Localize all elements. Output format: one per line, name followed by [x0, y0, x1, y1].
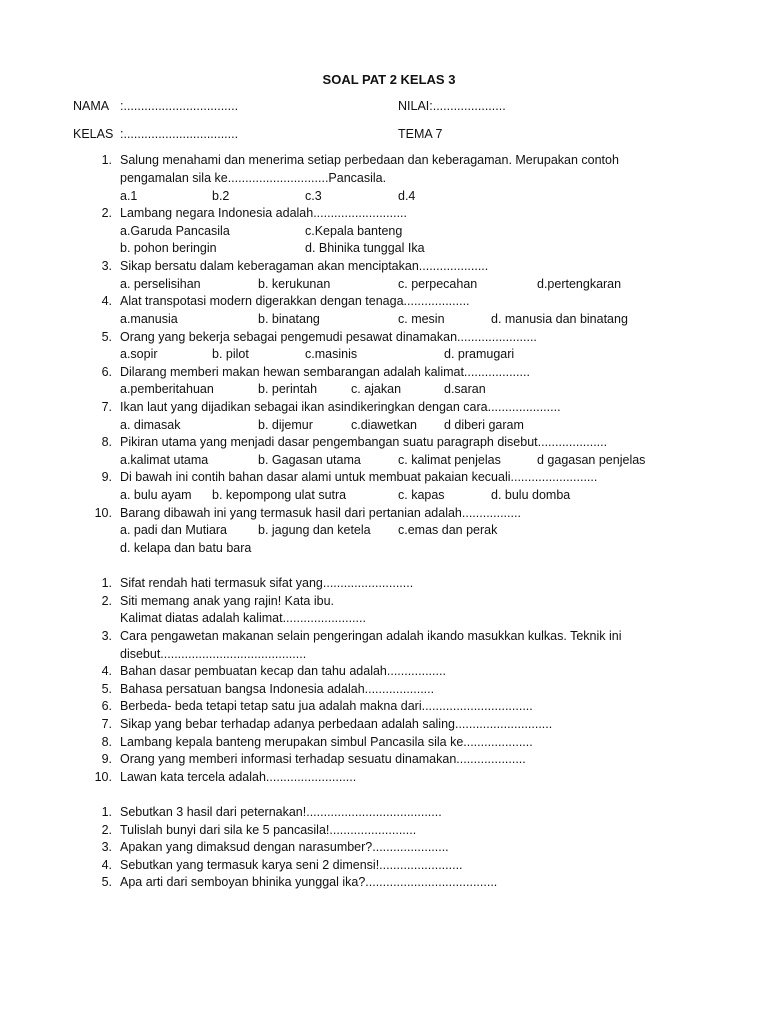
option-a: a.1 [120, 189, 138, 203]
question-item [0, 575, 768, 593]
option-row [0, 381, 768, 399]
question-item [0, 751, 768, 769]
question-number: 7. [101, 717, 112, 731]
question-text-continued [0, 170, 768, 188]
option-d: d.pertengkaran [537, 277, 622, 291]
option-row [0, 487, 768, 505]
option-d: d gagasan penjelas [537, 453, 646, 467]
option-b: b.2 [212, 189, 230, 203]
question-text: Lambang kepala banteng merupakan simbul Pancasila sila ke.................... [120, 735, 533, 749]
question-item [0, 205, 768, 223]
question-number: 6. [101, 365, 112, 379]
question-number: 2. [101, 206, 112, 220]
question-text-line2: Kalimat diatas adalah kalimat........................ [120, 611, 366, 625]
question-number: 1. [101, 805, 112, 819]
question-number: 10. [94, 770, 112, 784]
option-row [0, 346, 768, 364]
question-text: Lambang negara Indonesia adalah........................... [120, 206, 407, 220]
option-a: a.sopir [120, 347, 158, 361]
option-b: b. dijemur [258, 418, 313, 432]
question-item [0, 293, 768, 311]
question-text-line2: disebut.......................................... [120, 647, 307, 661]
question-text: Lawan kata tercela adalah.......................... [120, 770, 357, 784]
option-row [0, 223, 768, 241]
question-number: 7. [101, 400, 112, 414]
question-text: Bahan dasar pembuatan kecap dan tahu adalah................. [120, 664, 446, 678]
question-text: Apa arti dari semboyan bhinika yunggal ika?...................................... [120, 875, 498, 889]
option-c: c. mesin [398, 312, 445, 326]
question-text: Barang dibawah ini yang termasuk hasil dari pertanian adalah................. [120, 506, 521, 520]
question-number: 2. [101, 594, 112, 608]
question-text: Apakan yang dimaksud dengan narasumber?...................... [120, 840, 449, 854]
question-item [0, 329, 768, 347]
question-text: Pikiran utama yang menjadi dasar pengembangan suatu paragraph disebut.................... [120, 435, 608, 449]
option-row [0, 276, 768, 294]
question-text: Orang yang memberi informasi terhadap sesuatu dinamakan.................... [120, 752, 526, 766]
question-text-line2: pengamalan sila ke.............................Pancasila. [120, 171, 387, 185]
option-d: d. manusia dan binatang [491, 312, 628, 326]
question-text: Di bawah ini contih bahan dasar alami untuk membuat pakaian kecuali......................... [120, 470, 598, 484]
question-item [0, 839, 768, 857]
option-a: a. padi dan Mutiara [120, 523, 228, 537]
question-number: 4. [101, 664, 112, 678]
option-row [0, 522, 768, 540]
question-text: Alat transpotasi modern digerakkan dengan tenaga................... [120, 294, 470, 308]
question-item [0, 663, 768, 681]
question-number: 5. [101, 330, 112, 344]
question-text: Cara pengawetan makanan selain pengeringan adalah ikando masukkan kulkas. Teknik ini [120, 629, 622, 643]
question-number: 8. [101, 435, 112, 449]
question-item [0, 857, 768, 875]
question-text: Berbeda- beda tetapi tetap satu jua adalah makna dari................................ [120, 699, 533, 713]
option-row [0, 188, 768, 206]
option-d: d. kelapa dan batu bara [120, 541, 252, 555]
question-number: 10. [94, 506, 112, 520]
question-text: Tulislah bunyi dari sila ke 5 pancasila!......................... [120, 823, 417, 837]
option-a: a. bulu ayam [120, 488, 192, 502]
option-a: a.Garuda Pancasila [120, 224, 230, 238]
question-item [0, 434, 768, 452]
question-item [0, 716, 768, 734]
option-d: d.saran [444, 382, 486, 396]
option-c: c.3 [305, 189, 322, 203]
question-item [0, 593, 768, 611]
question-text: Sikap yang bebar terhadap adanya perbedaan adalah saling............................ [120, 717, 553, 731]
question-item [0, 769, 768, 787]
question-text-continued [0, 646, 768, 664]
option-c: c.emas dan perak [398, 523, 498, 537]
option-c: c.Kepala banteng [305, 224, 403, 238]
option-c: c.masinis [305, 347, 358, 361]
option-d: d diberi garam [444, 418, 524, 432]
option-a: a.pemberitahuan [120, 382, 214, 396]
nilai-field: NILAI:..................... [398, 99, 506, 113]
question-item [0, 399, 768, 417]
question-item [0, 152, 768, 170]
nama-field: :................................. [120, 99, 239, 113]
option-b: b. perintah [258, 382, 318, 396]
question-number: 3. [101, 259, 112, 273]
question-item [0, 505, 768, 523]
option-row [0, 540, 768, 558]
option-b: b. jagung dan ketela [258, 523, 371, 537]
kelas-field: :................................. [120, 127, 239, 141]
question-number: 1. [101, 153, 112, 167]
option-a: a.kalimat utama [120, 453, 209, 467]
option-a: a.manusia [120, 312, 178, 326]
question-item [0, 469, 768, 487]
option-c: c. ajakan [351, 382, 402, 396]
question-number: 3. [101, 629, 112, 643]
question-number: 5. [101, 682, 112, 696]
option-row [0, 417, 768, 435]
question-text: Sebutkan yang termasuk karya seni 2 dimensi!........................ [120, 858, 463, 872]
nama-label: NAMA [73, 99, 110, 113]
question-text: Salung menahami dan menerima setiap perbedaan dan keberagaman. Merupakan contoh [120, 153, 619, 167]
question-item [0, 258, 768, 276]
question-item [0, 804, 768, 822]
option-d: d.4 [398, 189, 416, 203]
question-item [0, 681, 768, 699]
option-d: d. bulu domba [491, 488, 571, 502]
question-number: 6. [101, 699, 112, 713]
option-row [0, 311, 768, 329]
question-item [0, 822, 768, 840]
option-a: a. dimasak [120, 418, 181, 432]
option-row [0, 240, 768, 258]
question-item [0, 874, 768, 892]
question-text: Dilarang memberi makan hewan sembarangan adalah kalimat................... [120, 365, 530, 379]
question-item [0, 698, 768, 716]
question-text: Sikap bersatu dalam keberagaman akan menciptakan.................... [120, 259, 489, 273]
question-text: Ikan laut yang dijadikan sebagai ikan asindikeringkan dengan cara..................... [120, 400, 561, 414]
question-number: 1. [101, 576, 112, 590]
question-item [0, 734, 768, 752]
page-title: SOAL PAT 2 KELAS 3 [322, 72, 456, 87]
question-item [0, 628, 768, 646]
question-text: Siti memang anak yang rajin! Kata ibu. [120, 594, 335, 608]
option-c: c. kapas [398, 488, 445, 502]
kelas-label: KELAS [73, 127, 114, 141]
option-b: b. kerukunan [258, 277, 331, 291]
option-c: c. perpecahan [398, 277, 478, 291]
question-number: 9. [101, 470, 112, 484]
option-row [0, 452, 768, 470]
question-text: Sifat rendah hati termasuk sifat yang.......................... [120, 576, 414, 590]
question-number: 4. [101, 294, 112, 308]
question-number: 2. [101, 823, 112, 837]
question-text: Bahasa persatuan bangsa Indonesia adalah.................... [120, 682, 435, 696]
tema-label: TEMA 7 [398, 127, 443, 141]
option-b: b. pilot [212, 347, 249, 361]
option-b: b. pohon beringin [120, 241, 217, 255]
option-b: b. binatang [258, 312, 320, 326]
option-d: d. pramugari [444, 347, 515, 361]
option-b: b. kepompong ulat sutra [212, 488, 347, 502]
question-number: 8. [101, 735, 112, 749]
option-a: a. perselisihan [120, 277, 201, 291]
option-c: c.diawetkan [351, 418, 418, 432]
question-item [0, 364, 768, 382]
question-text: Orang yang bekerja sebagai pengemudi pesawat dinamakan....................... [120, 330, 537, 344]
question-number: 9. [101, 752, 112, 766]
question-text-continued [0, 610, 768, 628]
question-number: 5. [101, 875, 112, 889]
option-d: d. Bhinika tunggal Ika [305, 241, 425, 255]
question-text: Sebutkan 3 hasil dari peternakan!....................................... [120, 805, 442, 819]
option-c: c. kalimat penjelas [398, 453, 501, 467]
option-b: b. Gagasan utama [258, 453, 361, 467]
question-number: 4. [101, 858, 112, 872]
question-number: 3. [101, 840, 112, 854]
